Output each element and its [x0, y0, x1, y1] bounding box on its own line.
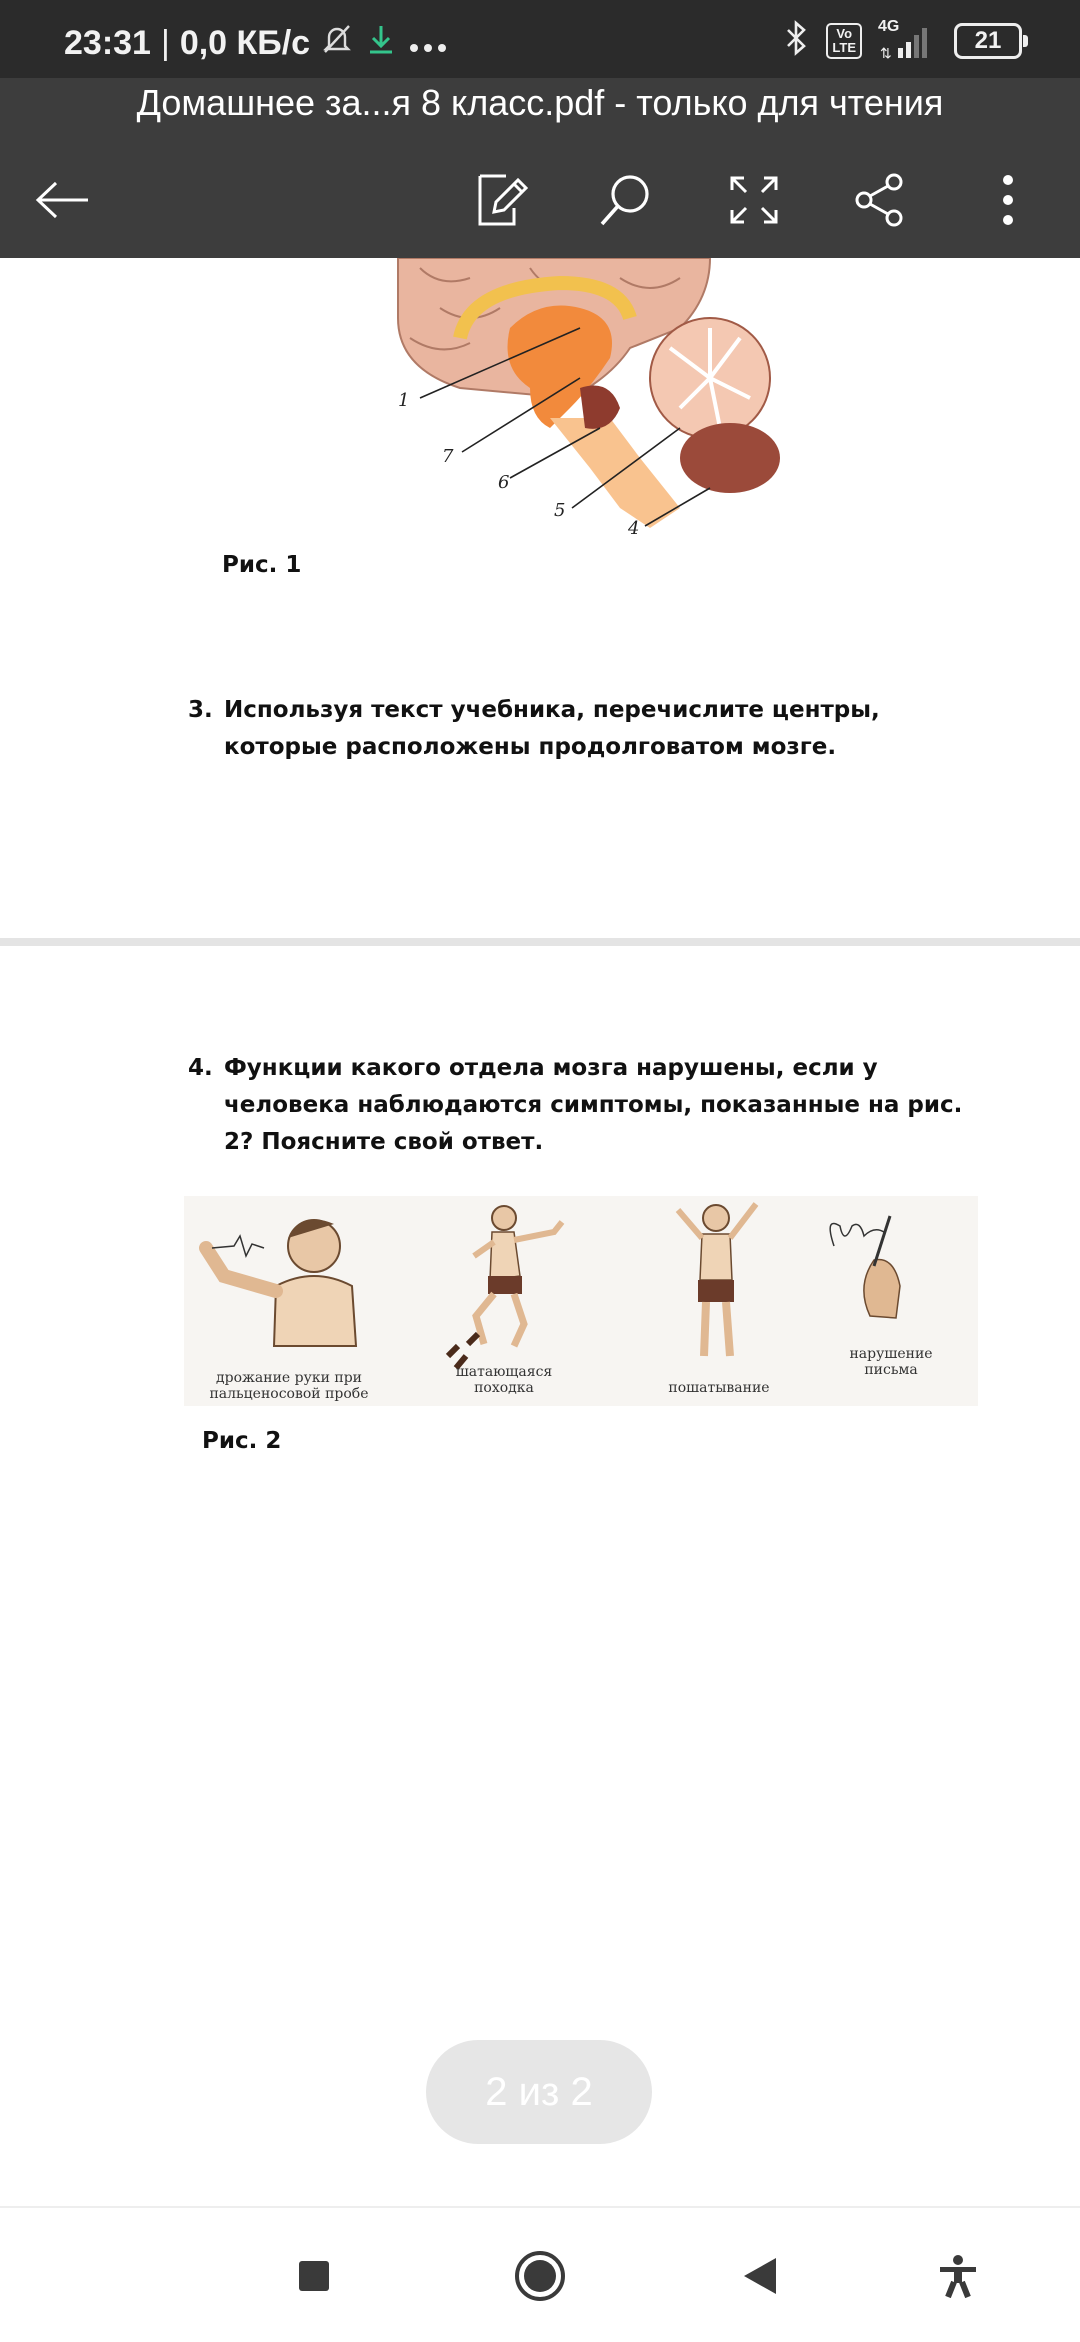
search-icon: [596, 170, 656, 230]
more-dots-icon: [408, 24, 448, 63]
document-title: Домашнее за...я 8 класс.pdf - только для чтения: [136, 82, 944, 123]
back-arrow-icon: [32, 180, 92, 220]
figure-1-caption: Рис. 1: [222, 552, 302, 578]
download-icon: [364, 22, 398, 65]
more-options-button[interactable]: [972, 164, 1044, 236]
symptom-caption-2: шатающаяся походка: [455, 1364, 553, 1396]
more-vertical-icon: [1000, 172, 1016, 228]
accessibility-icon: [938, 2254, 978, 2298]
home-button[interactable]: [508, 2244, 572, 2308]
question-4-number: 4.: [188, 1055, 213, 1081]
fullscreen-button[interactable]: [718, 164, 790, 236]
edit-button[interactable]: [466, 164, 538, 236]
network-speed: 0,0 КБ/с: [179, 24, 311, 62]
symptoms-illustration: [184, 1196, 978, 1406]
share-button[interactable]: [844, 164, 916, 236]
symptom-caption-4: нарушение письма: [849, 1346, 933, 1378]
page-indicator: 2 из 2: [426, 2040, 652, 2144]
back-button[interactable]: [26, 164, 98, 236]
app-toolbar: [0, 78, 1080, 258]
svg-text:⇅: ⇅: [880, 44, 892, 60]
question-3-text: Используя текст учебника, перечислите центры, которые расположены продолговатом мозге.: [224, 697, 880, 760]
question-4: [188, 1050, 984, 1161]
brain-label-1: 1: [398, 390, 410, 411]
brain-label-5: 5: [554, 500, 566, 521]
status-right: [784, 17, 1022, 61]
battery-icon: 21: [954, 23, 1022, 59]
question-3: [188, 692, 984, 766]
question-3-number: 3.: [188, 697, 213, 723]
accessibility-button[interactable]: [926, 2244, 990, 2308]
bell-muted-icon: [320, 22, 354, 65]
signal-icon: [878, 17, 938, 60]
recents-button[interactable]: [282, 2244, 346, 2308]
back-nav-button[interactable]: [728, 2244, 792, 2308]
bluetooth-icon: [784, 20, 810, 61]
status-separator: |: [160, 24, 170, 62]
volte-icon: Vo LTE: [826, 23, 862, 59]
brain-label-4: 4: [628, 518, 640, 539]
search-button[interactable]: [590, 164, 662, 236]
status-time: 23:31: [64, 24, 151, 62]
navigation-bar: [0, 2206, 1080, 2342]
network-type: 4G: [878, 17, 900, 35]
pdf-page-area[interactable]: [0, 258, 1080, 2206]
page-separator: [0, 938, 1080, 946]
edit-document-icon: [474, 170, 530, 230]
brain-label-7: 7: [442, 446, 454, 467]
symptom-caption-1: дрожание руки при пальценосовой пробе: [209, 1370, 369, 1402]
status-bar: [0, 0, 1080, 78]
brain-illustration: [380, 258, 840, 548]
home-circle-icon: [513, 2249, 567, 2303]
brain-label-6: 6: [498, 472, 510, 493]
question-4-text: Функции какого отдела мозга нарушены, если у человека наблюдаются симптомы, показанные на рис. 2? Поясните свой ответ.: [224, 1055, 963, 1155]
symptom-caption-3: пошатывание: [668, 1380, 770, 1396]
back-triangle-icon: [742, 2256, 778, 2296]
share-icon: [852, 172, 908, 228]
status-left: [64, 22, 448, 65]
fullscreen-icon: [728, 174, 780, 226]
figure-2-caption: Рис. 2: [202, 1428, 282, 1454]
recents-square-icon: [298, 2260, 330, 2292]
